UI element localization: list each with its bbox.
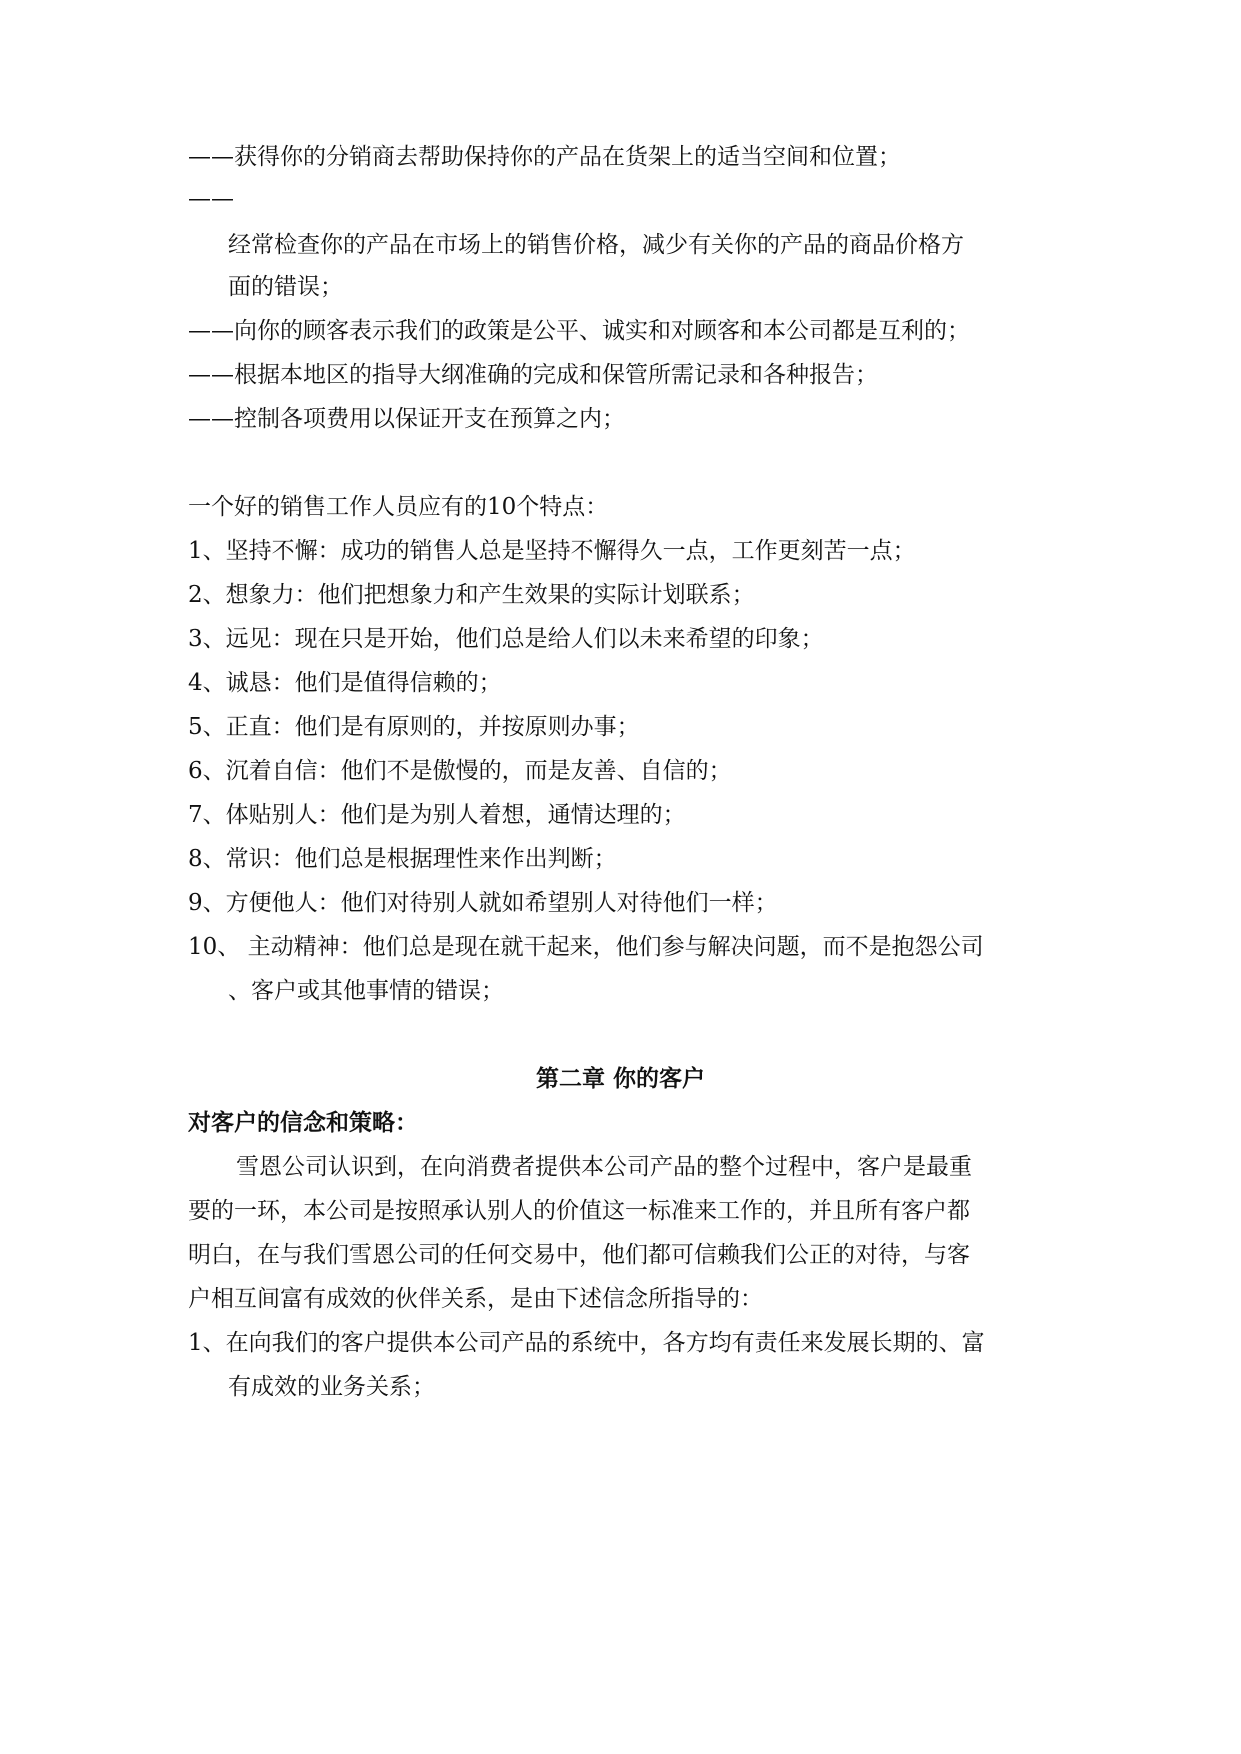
trait-item: 4、诚恳：他们是值得信赖的； xyxy=(188,670,502,696)
trait-item: 3、远见：现在只是开始，他们总是给人们以未来希望的印象； xyxy=(188,626,824,652)
chapter-title: 第二章 你的客户 xyxy=(535,1065,705,1092)
duty-line-2-dash: —— xyxy=(188,186,234,212)
paragraph-line: 雪恩公司认识到，在向消费者提供本公司产品的整个过程中，客户是最重 xyxy=(236,1154,972,1180)
duty-line-3: ——向你的顾客表示我们的政策是公平、诚实和对顾客和本公司都是互利的； xyxy=(188,318,970,344)
trait-item: 8、常识：他们总是根据理性来作出判断； xyxy=(188,846,617,872)
trait-item: 2、想象力：他们把想象力和产生效果的实际计划联系； xyxy=(188,582,755,608)
duty-line-2a: 经常检查你的产品在市场上的销售价格，减少有关你的产品的商品价格方 xyxy=(228,232,964,258)
trait-item-10-continued: 、客户或其他事情的错误； xyxy=(228,978,504,1004)
traits-heading: 一个好的销售工作人员应有的10个特点： xyxy=(188,494,609,520)
paragraph-line: 户相互间富有成效的伙伴关系，是由下述信念所指导的： xyxy=(188,1286,763,1312)
trait-item: 7、体贴别人：他们是为别人着想，通情达理的； xyxy=(188,802,686,828)
paragraph-line: 要的一环，本公司是按照承认别人的价值这一标准来工作的，并且所有客户都 xyxy=(188,1198,970,1224)
duty-line-5: ——控制各项费用以保证开支在预算之内； xyxy=(188,406,625,432)
trait-item: 10、 主动精神：他们总是现在就干起来，他们参与解决问题，而不是抱怨公司 xyxy=(188,934,984,960)
duty-line-4: ——根据本地区的指导大纲准确的完成和保管所需记录和各种报告； xyxy=(188,362,878,388)
trait-item: 5、正直：他们是有原则的，并按原则办事； xyxy=(188,714,640,740)
paragraph-line: 明白，在与我们雪恩公司的任何交易中，他们都可信赖我们公正的对待，与客 xyxy=(188,1242,970,1268)
section-subheading: 对客户的信念和策略： xyxy=(188,1109,418,1136)
belief-item-1-continued: 有成效的业务关系； xyxy=(228,1374,435,1400)
duty-line-2b: 面的错误； xyxy=(228,274,343,300)
trait-item: 6、沉着自信：他们不是傲慢的，而是友善、自信的； xyxy=(188,758,732,784)
trait-item: 1、坚持不懈：成功的销售人总是坚持不懈得久一点，工作更刻苦一点； xyxy=(188,538,916,564)
duty-line-1: ——获得你的分销商去帮助保持你的产品在货架上的适当空间和位置； xyxy=(188,144,901,170)
belief-item-1: 1、在向我们的客户提供本公司产品的系统中，各方均有责任来发展长期的、富 xyxy=(188,1330,985,1356)
trait-item: 9、方便他人：他们对待别人就如希望别人对待他们一样； xyxy=(188,890,778,916)
